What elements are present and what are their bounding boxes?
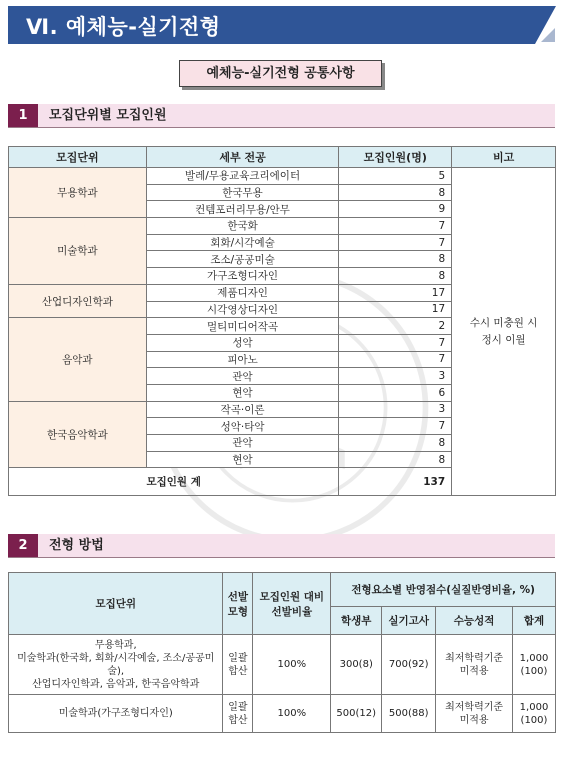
note-cell: 수시 미충원 시 정시 이월 [452, 168, 556, 496]
quota-cell: 9 [339, 201, 452, 218]
section-number: 1 [8, 104, 38, 127]
dept-cell: 무용학과 [9, 168, 147, 218]
table-header-row [9, 147, 556, 168]
major-cell: 관악 [146, 435, 339, 452]
header-method: 선발 모형 [223, 573, 253, 635]
practical-cell: 700(92) [382, 635, 436, 695]
total-cell: 1,000 (100) [512, 635, 555, 695]
practical-cell: 500(88) [382, 695, 436, 733]
header-unit: 모집단위 [9, 573, 223, 635]
section-header-quota [8, 104, 555, 128]
major-cell: 작곡·이론 [146, 401, 339, 418]
quota-cell: 17 [339, 301, 452, 318]
header-unit: 모집단위 [9, 147, 147, 168]
quota-cell: 8 [339, 451, 452, 468]
school-cell: 300(8) [331, 635, 382, 695]
header-practical: 실기고사 [382, 607, 436, 635]
ratio-cell: 100% [253, 635, 331, 695]
dept-cell: 미술학과 [9, 218, 147, 285]
major-cell: 멀티미디어작곡 [146, 318, 339, 335]
page-title-banner [8, 6, 556, 44]
quota-cell: 8 [339, 184, 452, 201]
method-table [8, 572, 556, 733]
section-header-method [8, 534, 555, 558]
dept-cell: 음악과 [9, 318, 147, 401]
major-cell: 성악·타악 [146, 418, 339, 435]
quota-cell: 2 [339, 318, 452, 335]
quota-cell: 7 [339, 334, 452, 351]
header-school-record: 학생부 [331, 607, 382, 635]
quota-table [8, 146, 556, 496]
page-title: Ⅵ. 예체능-실기전형 [26, 15, 221, 39]
quota-cell: 8 [339, 251, 452, 268]
major-cell: 피아노 [146, 351, 339, 368]
major-cell: 조소/공공미술 [146, 251, 339, 268]
common-notes-heading: 예체능-실기전형 공통사항 [179, 60, 382, 87]
header-csat: 수능성적 [436, 607, 513, 635]
header-total: 합계 [512, 607, 555, 635]
major-cell: 발레/무용교육크리에이터 [146, 168, 339, 185]
quota-cell: 7 [339, 351, 452, 368]
ratio-cell: 100% [253, 695, 331, 733]
major-cell: 한국화 [146, 218, 339, 235]
quota-cell: 7 [339, 418, 452, 435]
total-value: 137 [339, 468, 452, 496]
major-cell: 관악 [146, 368, 339, 385]
unit-cell: 무용학과, 미술학과(한국화, 회화/시각예술, 조소/공공미술), 산업디자인학과, 음악과, 한국음악학과 [9, 635, 223, 695]
table-row [9, 695, 556, 733]
unit-cell: 미술학과(가구조형디자인) [9, 695, 223, 733]
major-cell: 컨템포러리무용/안무 [146, 201, 339, 218]
quota-cell: 3 [339, 368, 452, 385]
method-cell: 일괄 합산 [223, 635, 253, 695]
section-number: 2 [8, 534, 38, 557]
csat-cell: 최저학력기준 미적용 [436, 695, 513, 733]
major-cell: 회화/시각예술 [146, 234, 339, 251]
section-title: 전형 방법 [49, 538, 104, 553]
quota-cell: 8 [339, 268, 452, 285]
quota-cell: 8 [339, 435, 452, 452]
header-ratio: 모집인원 대비 선발비율 [253, 573, 331, 635]
header-major: 세부 전공 [146, 147, 339, 168]
csat-cell: 최저학력기준 미적용 [436, 635, 513, 695]
header-score-group: 전형요소별 반영점수(실질반영비율, %) [331, 573, 556, 607]
header-quota: 모집인원(명) [339, 147, 452, 168]
header-note: 비고 [452, 147, 556, 168]
total-cell: 1,000 (100) [512, 695, 555, 733]
quota-cell: 6 [339, 384, 452, 401]
major-cell: 제품디자인 [146, 284, 339, 301]
quota-cell: 7 [339, 234, 452, 251]
major-cell: 현악 [146, 384, 339, 401]
table-row [9, 635, 556, 695]
major-cell: 시각영상디자인 [146, 301, 339, 318]
dept-cell: 산업디자인학과 [9, 284, 147, 317]
major-cell: 성악 [146, 334, 339, 351]
quota-cell: 17 [339, 284, 452, 301]
quota-cell: 5 [339, 168, 452, 185]
major-cell: 가구조형디자인 [146, 268, 339, 285]
quota-cell: 3 [339, 401, 452, 418]
major-cell: 현악 [146, 451, 339, 468]
table-row [9, 168, 556, 185]
dept-cell: 한국음악학과 [9, 401, 147, 468]
total-label: 모집인원 계 [9, 468, 339, 496]
major-cell: 한국무용 [146, 184, 339, 201]
method-cell: 일괄 합산 [223, 695, 253, 733]
section-title: 모집단위별 모집인원 [49, 108, 167, 123]
quota-cell: 7 [339, 218, 452, 235]
school-cell: 500(12) [331, 695, 382, 733]
